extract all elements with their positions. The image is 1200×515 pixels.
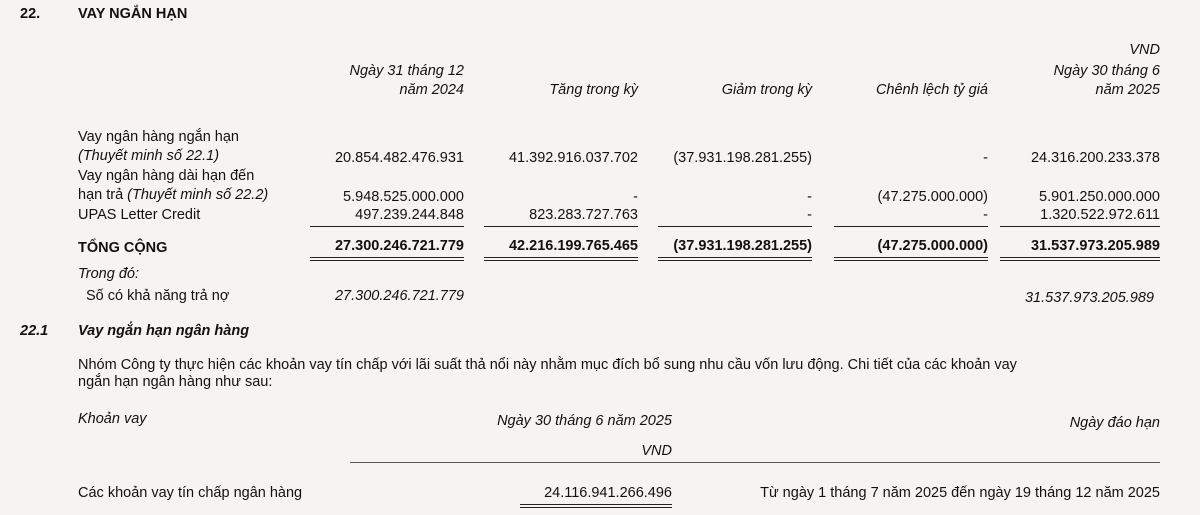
rule (310, 226, 464, 227)
of-which-dec-2024: 27.300.246.721.779 (334, 288, 464, 304)
paragraph-line: Nhóm Công ty thực hiện các khoản vay tín chấp với lãi suất thả nổi này nhằm mục đích bổ sung nhu cầu vốn lưu động. Chi tiết của các khoản vay (78, 357, 1017, 373)
row-note: (Thuyết minh số 22.1) (78, 148, 220, 164)
double-rule (834, 257, 988, 261)
rule (834, 226, 988, 227)
currency-column-header: VND (641, 443, 672, 459)
row-label: Vay ngân hàng ngắn hạn (78, 129, 239, 145)
double-rule (520, 504, 672, 508)
rule (1000, 226, 1160, 227)
row-label: UPAS Letter Credit (78, 207, 201, 223)
cell-dec-2024: 497.239.244.848 (355, 207, 464, 223)
loan-row-label: Các khoản vay tín chấp ngân hàng (78, 485, 303, 501)
of-which-label: Trong đó: (78, 266, 139, 282)
cell-fx: (47.275.000.000) (877, 189, 988, 205)
cell-dec-2024: 20.854.482.476.931 (334, 150, 464, 166)
row-label-prefix: hạn trả (78, 187, 128, 203)
double-rule (658, 257, 812, 261)
double-rule (310, 257, 464, 261)
section-title: VAY NGẮN HẠN (78, 6, 188, 22)
cell-increase: - (633, 189, 638, 205)
loan-column-header: Khoản vay (78, 411, 147, 427)
cell-jun-2025: 24.316.200.233.378 (1030, 150, 1160, 166)
column-header-decrease: Giảm trong kỳ (721, 82, 812, 98)
cell-dec-2024: 5.948.525.000.000 (343, 189, 464, 205)
total-fx: (47.275.000.000) (877, 238, 988, 254)
double-rule (484, 257, 638, 261)
cell-fx: - (983, 207, 988, 223)
total-jun-2025: 31.537.973.205.989 (1030, 238, 1160, 254)
rule (484, 226, 638, 227)
double-rule (1000, 257, 1160, 261)
cell-fx: - (983, 150, 988, 166)
date-column-header: Ngày 30 tháng 6 năm 2025 (497, 413, 672, 429)
cell-decrease: - (807, 207, 812, 223)
row-note: (Thuyết minh số 22.2) (127, 187, 269, 203)
cell-jun-2025: 5.901.250.000.000 (1039, 189, 1160, 205)
column-header-increase: Tăng trong kỳ (549, 82, 638, 98)
of-which-item-label: Số có khả năng trả nợ (86, 288, 230, 304)
total-dec-2024: 27.300.246.721.779 (334, 238, 464, 254)
cell-increase: 823.283.727.763 (529, 207, 638, 223)
cell-jun-2025: 1.320.522.972.611 (1040, 207, 1160, 223)
loan-row-maturity: Từ ngày 1 tháng 7 năm 2025 đến ngày 19 tháng 12 năm 2025 (760, 485, 1160, 501)
rule (658, 226, 812, 227)
cell-decrease: (37.931.198.281.255) (673, 150, 812, 166)
paragraph-line: ngắn hạn ngân hàng như sau: (78, 374, 273, 390)
column-header-fx-difference: Chênh lệch tỷ giá (875, 82, 988, 98)
section-number: 22. (20, 6, 41, 22)
subsection-number: 22.1 (20, 323, 49, 339)
maturity-column-header: Ngày đáo hạn (1069, 415, 1160, 431)
total-label: TỔNG CỘNG (78, 240, 168, 256)
total-increase: 42.216.199.765.465 (508, 238, 638, 254)
column-header-dec-2024: Ngày 31 tháng 12 năm 2024 (349, 63, 464, 98)
total-decrease: (37.931.198.281.255) (673, 238, 812, 254)
loan-row-amount: 24.116.941.266.496 (544, 485, 672, 501)
row-label-cont (78, 187, 268, 203)
currency-label: VND (1129, 42, 1160, 58)
row-label: Vay ngân hàng dài hạn đến (78, 168, 255, 184)
column-header-jun-2025: Ngày 30 tháng 6 năm 2025 (1053, 63, 1160, 98)
cell-increase: 41.392.916.037.702 (508, 150, 638, 166)
subsection-title: Vay ngắn hạn ngân hàng (78, 323, 250, 339)
cell-decrease: - (807, 189, 812, 205)
of-which-jun-2025: 31.537.973.205.989 (1024, 290, 1154, 306)
header-rule (350, 462, 1160, 463)
